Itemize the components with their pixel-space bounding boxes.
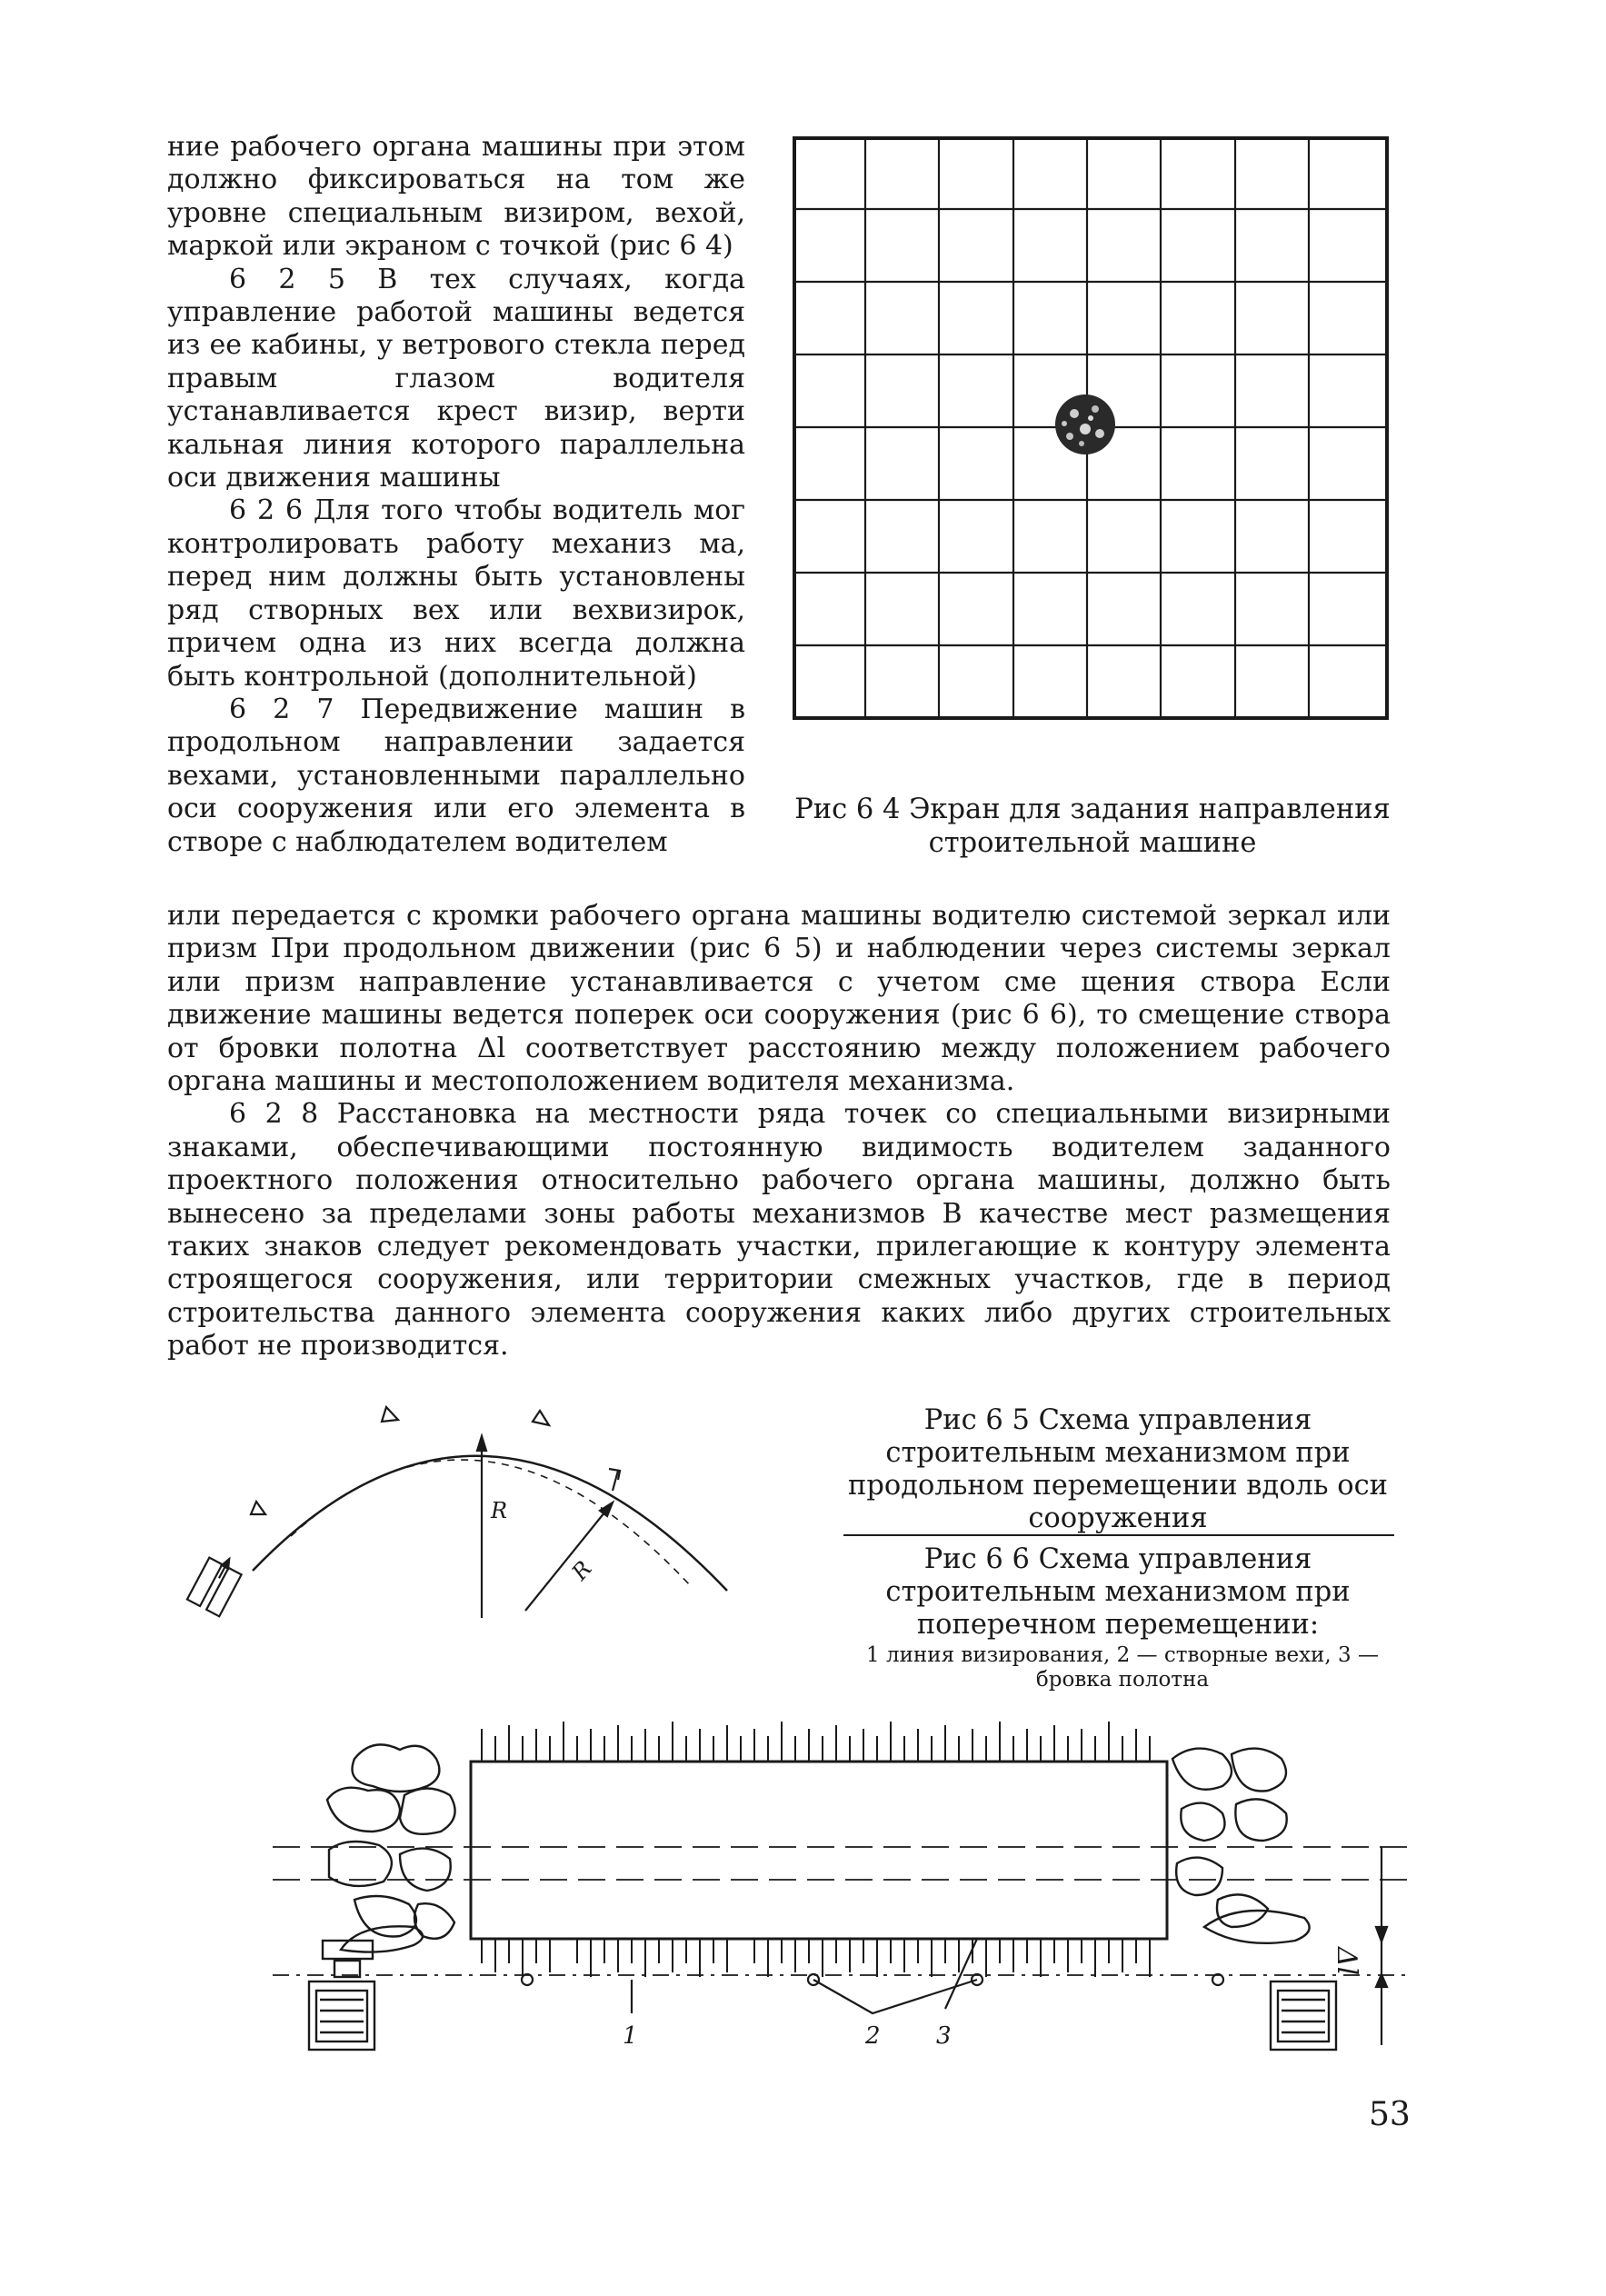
label-3: 3 (936, 2022, 952, 2050)
fig65-diagram (182, 1400, 691, 1627)
radius-diagonal (525, 1507, 609, 1611)
rocks-left (327, 1744, 455, 1952)
machine-icon (187, 1551, 245, 1617)
label-2: 2 (865, 2022, 881, 2050)
machine-right-icon (1271, 1982, 1336, 2050)
paragraph-6-2-5: 6 2 5 В тех случаях, когда управление работой машины ведется из ее кабины, у ветрового стекла перед правым глазом водителя устанавливается крест визир, верти кальная линия которого параллельна оси движения машины (167, 263, 745, 494)
paragraph-6-2-8: 6 2 8 Расстановка на местности ряда точек со специальными визирными знаками, обеспечивающими постоянную видимость водителем заданного проектного положения относительно рабочего органа машины, должно быть вынесено за пределами зоны работы механизмов В качестве мест размещения таких знаков следует рекомендовать участки, прилегающие к контуру элемента строящегося сооружения, или территории смежных участков, где в период строительства данного элемента сооружения каких либо других строительных работ не производится. (167, 1098, 1391, 1363)
bottom-ticks (482, 1939, 1150, 1977)
paragraph-continuation-full: или передается с кромки рабочего органа машины водителю системой зеркал или призм При продольном движении (рис 6 5) и наблюдении через системы зеркал или призм направление устанавливается с учетом сме щения створа Если движение машины ведется поперек оси сооружения (рис 6 6), то смещение створа от бровки полотна Δl соответствует расстоянию между положением рабочего органа машины и местоположением водителя механизма. (167, 900, 1391, 1098)
fig66-caption: Рис 6 6 Схема управления строительным механизмом при поперечном перемещении: (885, 1543, 1351, 1641)
paragraph-6-2-7: 6 2 7 Передвижение машин в продольном направлении задается вехами, установленными параллельно оси сооружения или его элемента в створе с наблюдателем водителем (167, 693, 745, 858)
paragraph-continuation: ние рабочего органа машины при этом должно фиксироваться на том же уровне специальным визиром, вехой, маркой или экраном с точкой (рис 6 4) (167, 131, 745, 263)
top-ticks (482, 1722, 1150, 1762)
fig66-diagram (273, 1709, 1409, 2054)
page-number: 53 (1369, 2096, 1411, 2133)
arc-path (253, 1456, 727, 1591)
label-delta-l: Δl (1331, 1947, 1362, 1976)
rocks-right (1172, 1749, 1310, 1943)
sight-marker (251, 1502, 265, 1514)
fig65-caption: Рис 6 5 Схема управления строительным механизмом при продольном перемещении вдоль оси сооружения (847, 1404, 1389, 1534)
fig64-screen-grid (793, 136, 1389, 720)
label-1: 1 (623, 2022, 638, 2050)
target-dot (1055, 394, 1115, 454)
sight-marker (533, 1411, 549, 1425)
fig64-caption: Рис 6 4 Экран для задания направления строительной машине (794, 794, 1391, 859)
caption-divider (843, 1532, 1394, 1538)
left-column-text (167, 131, 745, 859)
full-width-text (167, 900, 1391, 1363)
roadbed (471, 1762, 1167, 1939)
sight-marker (382, 1407, 398, 1422)
machine-left-icon (309, 1941, 374, 2050)
fig66-legend: 1 линия визирования, 2 — створные вехи, 3 — бровка полотна (866, 1643, 1379, 1692)
label-r-diagonal: R (566, 1555, 597, 1586)
paragraph-6-2-6: 6 2 6 Для того чтобы водитель мог контролировать работу механиз ма, перед ним должны быть установлены ряд створных вех или вехвизирок, причем одна из них всегда должна быть контрольной (дополнительной) (167, 494, 745, 693)
label-r-vertical: R (491, 1498, 508, 1523)
